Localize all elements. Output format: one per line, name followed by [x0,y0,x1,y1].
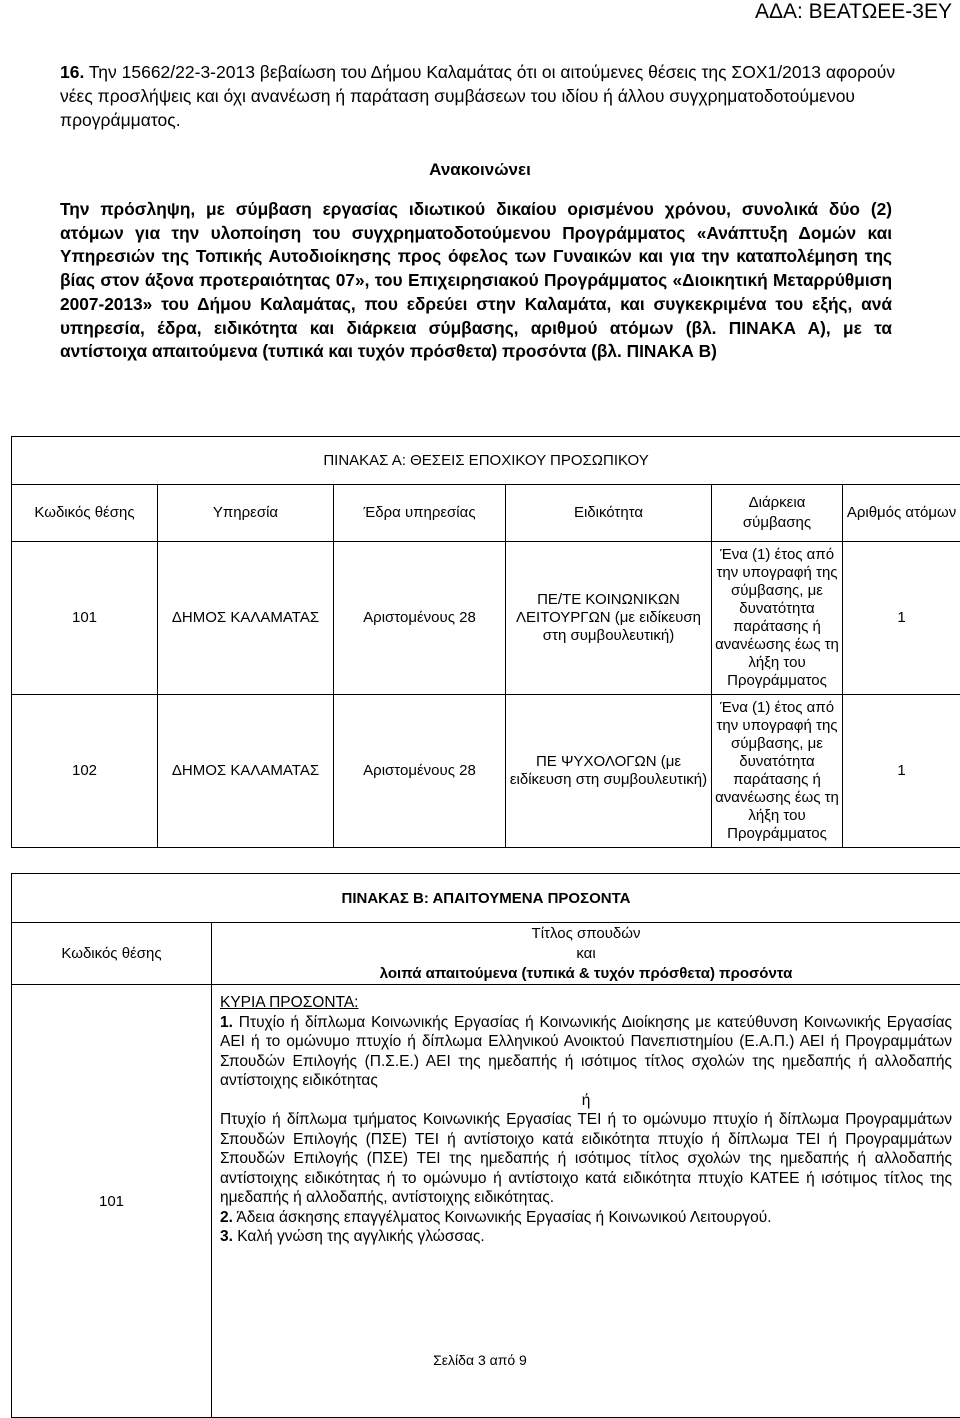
header-duration: Διάρκεια σύμβασης [712,485,843,542]
header-count: Αριθμός ατόμων [843,485,960,542]
cell-specialty: ΠΕ ΨΥΧΟΛΟΓΩΝ (με ειδίκευση στη συμβουλευτική) [506,695,712,848]
qualification-1 [220,1013,952,1091]
cell-count: 1 [843,695,960,848]
item-16 [60,60,930,132]
header-title-line3: λοιπά απαιτούμενα (τυπικά & τυχόν πρόσθετα) προσόντα [215,964,957,984]
table-row [12,695,960,848]
page-number: Σελίδα 3 από 9 [0,1352,960,1368]
header-title-line1: Τίτλος σπουδών [215,924,957,944]
cell-code: 101 [12,985,212,1418]
table-b-title: ΠΙΝΑΚΑΣ Β: ΑΠΑΙΤΟΥΜΕΝΑ ΠΡΟΣΟΝΤΑ [12,874,960,923]
cell-service: ΔΗΜΟΣ ΚΑΛΑΜΑΤΑΣ [158,695,334,848]
qualification-2 [220,1208,952,1228]
cell-seat: Αριστομένους 28 [334,542,506,695]
header-specialty: Ειδικότητα [506,485,712,542]
announce-heading: Ανακοινώνει [0,159,960,181]
header-service: Υπηρεσία [158,485,334,542]
ada-code: ΑΔΑ: ΒΕΑΤΩΕΕ-3ΕΥ [755,0,952,24]
cell-duration: Ένα (1) έτος από την υπογραφή της σύμβασης, με δυνατότητα παράτασης ή ανανέωσης έως τη λήξη του Προγράμματος [712,695,843,848]
cell-service: ΔΗΜΟΣ ΚΑΛΑΜΑΤΑΣ [158,542,334,695]
cell-duration: Ένα (1) έτος από την υπογραφή της σύμβασης, με δυνατότητα παράτασης ή ανανέωσης έως τη λήξη του Προγράμματος [712,542,843,695]
table-a [11,436,960,848]
item-number: 16. [60,62,84,82]
header-qualifications [212,923,960,985]
cell-count: 1 [843,542,960,695]
cell-code: 101 [12,542,158,695]
qualification-2-text: Άδεια άσκησης επαγγέλματος Κοινωνικής Εργασίας ή Κοινωνικού Λειτουργού. [236,1209,771,1226]
qualification-or: ή [220,1091,952,1111]
header-title-line2: και [215,944,957,964]
table-b [11,873,960,1418]
qualification-3-number: 3. [220,1228,233,1245]
qualification-2-number: 2. [220,1209,233,1226]
qualification-1b: Πτυχίο ή δίπλωμα τμήματος Κοινωνικής Εργασίας ΤΕΙ ή το ομώνυμο πτυχίο ή δίπλωμα Προγραμμάτων Σπουδών Επιλογής (ΠΣΕ) ΤΕΙ ή αντίστοιχο κατά ειδικότητα πτυχίο ή δίπλωμα ΤΕΙ ή Προγραμμάτων Σπουδών Επιλογής (ΠΣΕ) ΤΕΙ της ημεδαπής ή ισότιμος τίτλος σχολών της ημεδαπής ή αλλοδαπής αντίστοιχης ειδικότητας ή το ομώνυμο ή αντίστοιχο κατά ειδικότητα πτυχίο ΚΑΤΕΕ ή ισότιμος τίτλος της ημεδαπής ή αλλοδαπής, αντίστοιχης ειδικότητας. [220,1110,952,1208]
qualification-1-text: Πτυχίο ή δίπλωμα Κοινωνικής Εργασίας ή Κοινωνικής Διοίκησης με κατεύθυνση Κοινωνικής Εργασίας ΑΕΙ ή το ομώνυμο πτυχίο ή δίπλωμα Ελληνικού Ανοικτού Πανεπιστημίου (Ε.Α.Π.) ΑΕΙ ή Προγραμμάτων Σπουδών Επιλογής (Π.Σ.Ε.) ΑΕΙ της ημεδαπής ή ισότιμος τίτλος σχολών της ημεδαπής ή αλλοδαπής αντίστοιχης ειδικότητας [220,1014,952,1090]
qualification-1-number: 1. [220,1014,233,1031]
announcement-body: Την πρόσληψη, με σύμβαση εργασίας ιδιωτικού δικαίου ορισμένου χρόνου, συνολικά δύο (2) ατόμων για την υλοποίηση του συγχρηματοδοτούμενου Προγράμματος «Ανάπτυξη Δομών και Υπηρεσιών της Τοπικής Αυτοδιοίκησης προς όφελος των Γυναικών και για την καταπολέμηση της βίας στον άξονα προτεραιότητας 07», του Επιχειρησιακού Προγράμματος «Διοικητική Μεταρρύθμιση 2007-2013» του Δήμου Καλαμάτας, που εδρεύει στην Καλαμάτα, και συγκεκριμένα του εξής, ανά υπηρεσία, έδρα, ειδικότητα και διάρκεια σύμβασης, αριθμού ατόμων (βλ. ΠΙΝΑΚΑ Α), με τα αντίστοιχα απαιτούμενα (τυπικά και τυχόν πρόσθετα) προσόντα (βλ. ΠΙΝΑΚΑ Β) [60,198,892,364]
header-seat: Έδρα υπηρεσίας [334,485,506,542]
header-code: Κωδικός θέσης [12,923,212,985]
cell-seat: Αριστομένους 28 [334,695,506,848]
header-code: Κωδικός θέσης [12,485,158,542]
qualification-3 [220,1227,952,1247]
main-qualifications-label: ΚΥΡΙΑ ΠΡΟΣΟΝΤΑ: [220,993,952,1013]
item-text: Την 15662/22-3-2013 βεβαίωση του Δήμου Καλαμάτας ότι οι αιτούμενες θέσεις της ΣΟΧ1/2013 αφορούν νέες προσλήψεις και όχι ανανέωση ή παράταση συμβάσεων του ιδίου ή άλλου συγχρηματοδοτούμενου προγράμματος. [60,62,895,130]
cell-specialty: ΠΕ/ΤΕ ΚΟΙΝΩΝΙΚΩΝ ΛΕΙΤΟΥΡΓΩΝ (με ειδίκευση στη συμβουλευτική) [506,542,712,695]
cell-code: 102 [12,695,158,848]
qualification-3-text: Καλή γνώση της αγγλικής γλώσσας. [237,1228,484,1245]
table-row [12,542,960,695]
table-a-title: ΠΙΝΑΚΑΣ Α: ΘΕΣΕΙΣ ΕΠΟΧΙΚΟΥ ΠΡΟΣΩΠΙΚΟΥ [12,437,960,485]
